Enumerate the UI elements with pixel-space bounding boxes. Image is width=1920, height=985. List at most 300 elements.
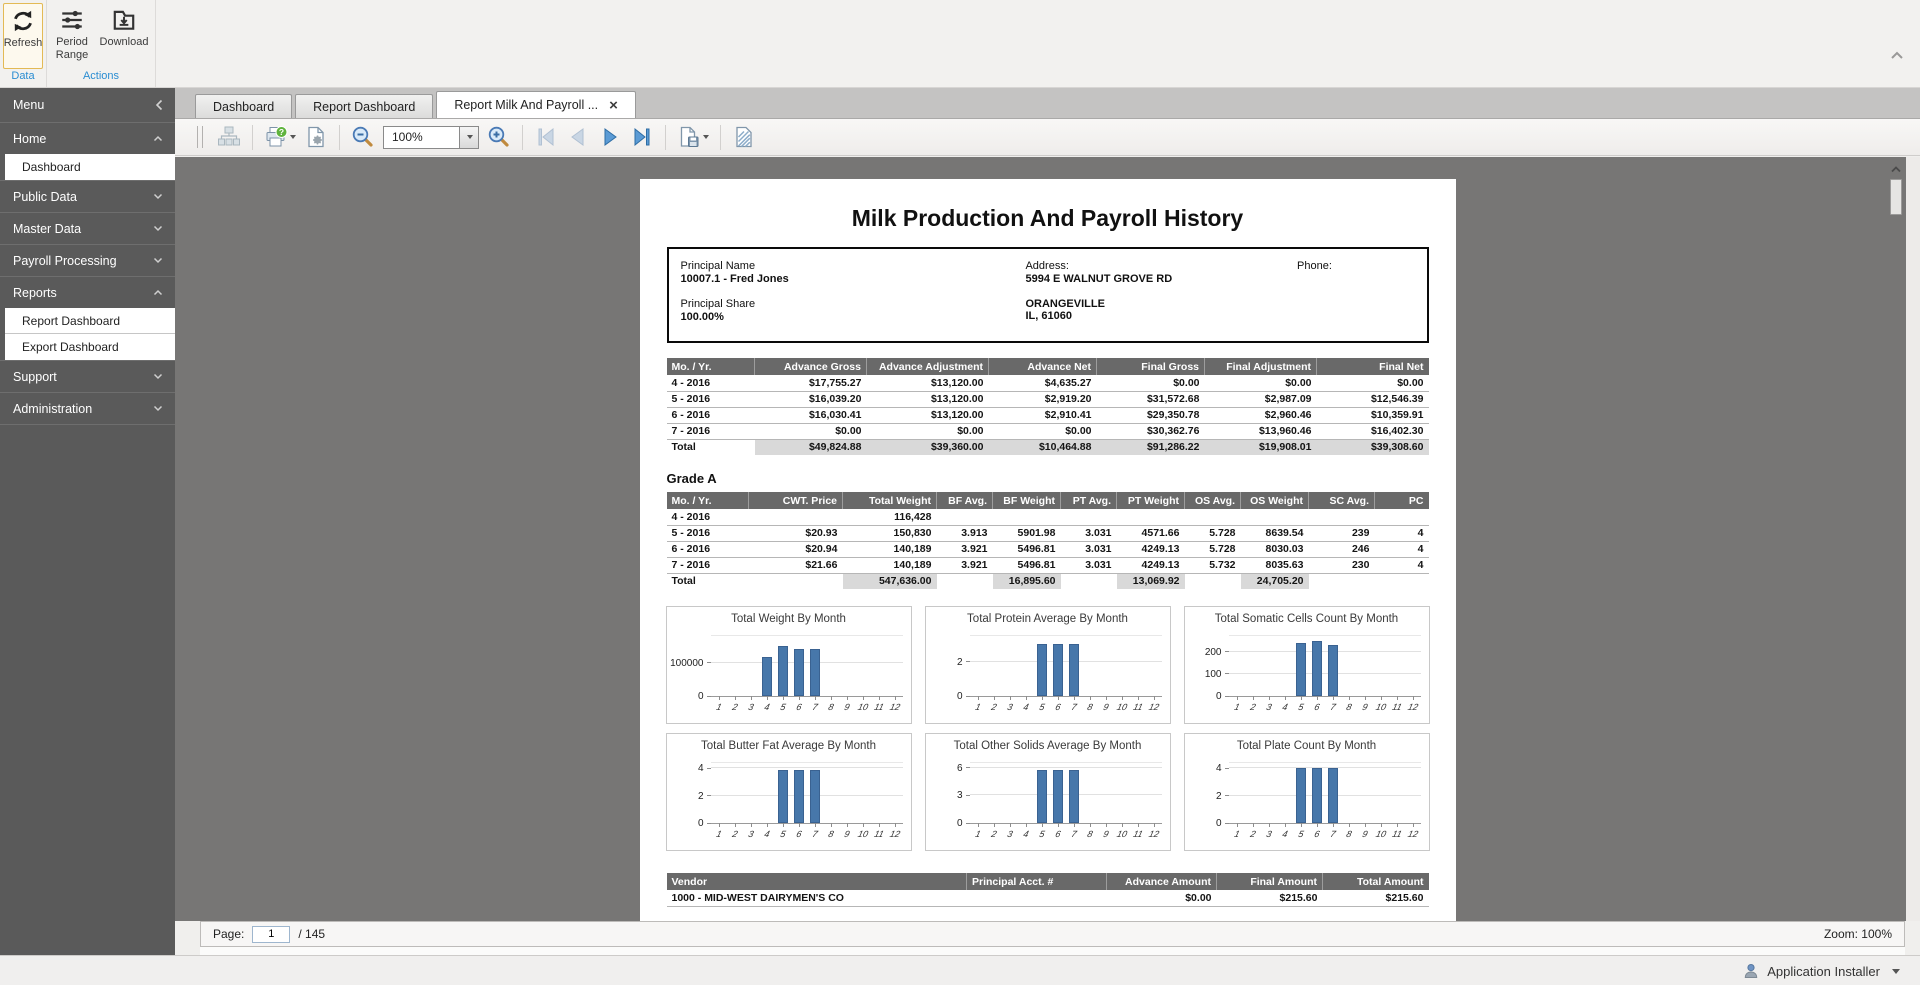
x-tick-label: 7 — [1069, 702, 1078, 712]
y-tick-label: 100 — [1204, 668, 1222, 680]
toolbar-grip-handle[interactable] — [197, 126, 203, 148]
x-tick-label: 6 — [1053, 702, 1062, 712]
watermark-button[interactable] — [730, 123, 758, 151]
y-tick-label: 0 — [956, 818, 963, 829]
bar — [778, 770, 788, 823]
toolbar-separator — [720, 125, 721, 150]
table-cell: 5901.98 — [993, 525, 1061, 541]
x-tick-mark — [1301, 823, 1302, 827]
x-tick-mark — [1253, 696, 1254, 700]
x-tick-mark — [1317, 696, 1318, 700]
x-tick-mark — [1333, 696, 1334, 700]
table-cell: 4 - 2016 — [667, 509, 749, 525]
table-cell: $21.66 — [749, 557, 843, 573]
bar — [794, 770, 804, 823]
export-button[interactable] — [675, 123, 711, 151]
document-map-icon — [217, 125, 241, 149]
page-total: / 145 — [298, 927, 326, 941]
table-cell: 4 - 2016 — [667, 375, 755, 391]
x-tick-mark — [1138, 696, 1139, 700]
sidebar-header[interactable] — [0, 88, 175, 122]
table-cell: 3.031 — [1061, 557, 1117, 573]
bar — [1037, 770, 1047, 823]
x-tick-mark — [751, 696, 752, 700]
x-tick-mark — [978, 696, 979, 700]
gridline — [1229, 767, 1421, 768]
toolbar-separator — [339, 125, 340, 150]
x-tick-label: 6 — [794, 702, 803, 712]
table-cell: 140,189 — [843, 541, 937, 557]
refresh-label: Refresh — [3, 37, 43, 49]
address-line1: 5994 E WALNUT GROVE RD — [1025, 273, 1173, 285]
page-number-input[interactable] — [252, 926, 290, 943]
x-tick-label: 7 — [1328, 702, 1337, 712]
page-setup-button[interactable] — [302, 123, 330, 151]
y-tick-mark — [1225, 823, 1229, 824]
x-tick-mark — [1333, 823, 1334, 827]
table-row — [667, 391, 1429, 407]
sidebar-item-label: Administration — [13, 401, 93, 416]
x-tick-label: 3 — [746, 702, 755, 712]
column-header: Principal Acct. # — [967, 873, 1107, 890]
table-cell — [1061, 509, 1117, 525]
download-button[interactable] — [96, 3, 152, 69]
y-tick-label: 3 — [956, 790, 963, 802]
x-tick-label: 4 — [1021, 702, 1030, 712]
vendor-table — [667, 873, 1429, 907]
y-tick-mark — [1225, 696, 1229, 697]
y-tick-label: 4 — [697, 763, 704, 775]
table-cell — [1375, 509, 1429, 525]
status-bar-lower-strip — [200, 947, 1905, 955]
print-button[interactable] — [262, 123, 298, 151]
watermark-icon — [732, 125, 756, 149]
chart-butter-fat — [666, 733, 912, 851]
bar — [1328, 768, 1338, 823]
column-header: PC — [1375, 492, 1429, 509]
x-tick-label: 4 — [762, 829, 771, 839]
x-tick-mark — [1349, 823, 1350, 827]
table-cell: Total — [667, 573, 749, 589]
x-tick-label: 8 — [1344, 702, 1353, 712]
sidebar-item-master-data[interactable] — [0, 213, 175, 244]
x-tick-label: 3 — [1264, 702, 1273, 712]
page-label: Page: — [213, 927, 245, 941]
sidebar-item-label: Home — [13, 131, 47, 146]
x-tick-label: 6 — [794, 829, 803, 839]
print-dropdown-caret[interactable] — [290, 135, 296, 139]
table-cell: $13,120.00 — [867, 391, 989, 407]
x-tick-label: 4 — [1280, 702, 1289, 712]
x-tick-mark — [719, 823, 720, 827]
x-tick-mark — [847, 696, 848, 700]
svg-text:?: ? — [278, 126, 285, 137]
x-tick-label: 5 — [1037, 829, 1046, 839]
tab-report-dashboard[interactable] — [295, 94, 433, 118]
x-tick-mark — [719, 696, 720, 700]
refresh-button[interactable] — [3, 3, 43, 69]
tab-strip — [175, 88, 1920, 118]
zoom-out-button[interactable] — [349, 123, 377, 151]
table-cell: $2,960.46 — [1205, 407, 1317, 423]
y-tick-mark — [966, 795, 970, 796]
table-cell: $0.00 — [1097, 375, 1205, 391]
x-tick-label: 5 — [1296, 702, 1305, 712]
sidebar-item-label: Dashboard — [22, 160, 81, 174]
previous-page-icon — [566, 125, 590, 149]
table-cell — [993, 509, 1061, 525]
address-state: IL, 61060 — [1025, 310, 1072, 322]
address-label: Address: — [1025, 260, 1069, 272]
x-tick-mark — [799, 696, 800, 700]
column-header: SC Avg. — [1309, 492, 1375, 509]
x-tick-mark — [1237, 696, 1238, 700]
table-cell: $91,286.22 — [1097, 439, 1205, 455]
table-row — [667, 423, 1429, 439]
x-tick-mark — [735, 823, 736, 827]
x-tick-label: 2 — [730, 829, 739, 839]
x-tick-mark — [831, 823, 832, 827]
x-tick-label: 11 — [1131, 829, 1144, 839]
table-row — [667, 407, 1429, 423]
previous-page-button[interactable] — [564, 123, 592, 151]
chart-title: Total Other Solids Average By Month — [953, 740, 1142, 752]
x-tick-label: 4 — [762, 702, 771, 712]
sidebar-item-public-data[interactable] — [0, 181, 175, 212]
chart-somatic-cells — [1184, 606, 1430, 724]
sidebar-item-home[interactable] — [0, 123, 175, 154]
table-cell — [1309, 573, 1375, 589]
x-tick-mark — [1090, 823, 1091, 827]
x-tick-mark — [1058, 823, 1059, 827]
column-header: BF Avg. — [937, 492, 993, 509]
sidebar — [0, 88, 175, 955]
payroll-summary-table — [667, 358, 1429, 455]
table-cell: $16,402.30 — [1317, 423, 1429, 439]
table-cell: $17,755.27 — [755, 375, 867, 391]
x-tick-label: 5 — [1037, 702, 1046, 712]
ribbon-group-actions — [47, 0, 156, 87]
zoom-in-icon — [487, 125, 511, 149]
y-tick-label: 200 — [1204, 646, 1222, 658]
table-total-row — [667, 439, 1429, 455]
table-cell: 4 — [1375, 525, 1429, 541]
x-tick-mark — [767, 823, 768, 827]
sidebar-item-administration[interactable] — [0, 393, 175, 424]
x-tick-label: 1 — [973, 829, 982, 839]
column-header: Advance Amount — [1107, 873, 1217, 890]
y-tick-label: 2 — [956, 656, 963, 668]
x-tick-label: 8 — [826, 829, 835, 839]
tab-label: Dashboard — [213, 99, 275, 114]
y-tick-mark — [966, 696, 970, 697]
table-cell: $16,039.20 — [755, 391, 867, 407]
chevron-up-icon — [153, 135, 163, 142]
table-cell: 1000 - MID-WEST DAIRYMEN'S CO — [667, 890, 967, 906]
sidebar-item-support[interactable] — [0, 361, 175, 392]
x-tick-label: 10 — [856, 702, 869, 712]
table-cell — [937, 509, 993, 525]
x-tick-label: 9 — [1360, 702, 1369, 712]
x-tick-label: 6 — [1053, 829, 1062, 839]
x-tick-mark — [863, 823, 864, 827]
sidebar-item-report-dashboard[interactable] — [5, 308, 175, 334]
x-tick-mark — [1058, 696, 1059, 700]
x-tick-label: 8 — [1085, 829, 1094, 839]
column-header: Final Gross — [1097, 358, 1205, 375]
x-tick-mark — [1365, 823, 1366, 827]
x-tick-mark — [1010, 823, 1011, 827]
x-tick-label: 6 — [1312, 702, 1321, 712]
zoom-out-icon — [351, 125, 375, 149]
column-header: Final Amount — [1217, 873, 1323, 890]
zoom-level-value[interactable]: 100% — [392, 130, 423, 144]
chevron-left-icon — [155, 99, 163, 111]
y-tick-label: 2 — [1215, 790, 1222, 802]
table-cell: 7 - 2016 — [667, 557, 749, 573]
table-cell: 5.728 — [1185, 541, 1241, 557]
table-cell: 3.031 — [1061, 541, 1117, 557]
gridline — [711, 767, 903, 768]
x-tick-mark — [847, 823, 848, 827]
table-cell: $16,030.41 — [755, 407, 867, 423]
y-tick-label: 0 — [697, 691, 704, 702]
x-tick-mark — [1317, 823, 1318, 827]
x-tick-mark — [1413, 823, 1414, 827]
chart-plot — [1204, 635, 1421, 712]
x-tick-mark — [1381, 823, 1382, 827]
table-row — [667, 890, 1429, 906]
table-row — [667, 375, 1429, 391]
ribbon-collapse-icon[interactable] — [1890, 50, 1904, 60]
chart-plot — [1215, 762, 1421, 839]
column-header: OS Avg. — [1185, 492, 1241, 509]
column-header: Advance Adjustment — [867, 358, 989, 375]
table-total-row — [667, 573, 1429, 589]
x-tick-mark — [1106, 823, 1107, 827]
bar — [1053, 770, 1063, 823]
y-tick-mark — [966, 767, 970, 768]
chart-plot — [697, 762, 903, 839]
table-cell: $215.60 — [1323, 890, 1429, 906]
chevron-up-icon — [1891, 166, 1901, 173]
chevron-down-icon — [153, 405, 163, 412]
x-tick-mark — [1074, 823, 1075, 827]
gridline — [711, 795, 903, 796]
table-cell — [1061, 573, 1117, 589]
sidebar-item-export-dashboard[interactable] — [5, 334, 175, 360]
column-header: Total Weight — [843, 492, 937, 509]
x-tick-mark — [1397, 696, 1398, 700]
table-header-row — [667, 873, 1429, 890]
chart-title: Total Weight By Month — [731, 613, 846, 625]
export-save-icon — [677, 125, 701, 149]
table-cell: 246 — [1309, 541, 1375, 557]
y-tick-mark — [707, 795, 711, 796]
table-cell: $2,910.41 — [989, 407, 1097, 423]
table-row — [667, 525, 1429, 541]
period-range-button[interactable] — [50, 3, 94, 69]
zoom-level-combobox[interactable] — [383, 126, 479, 149]
x-tick-label: 3 — [1005, 702, 1014, 712]
document-map-button[interactable] — [215, 123, 243, 151]
scrollbar-thumb[interactable] — [1890, 179, 1902, 215]
x-tick-label: 5 — [778, 829, 787, 839]
tab-close-icon[interactable]: × — [609, 96, 618, 114]
chart-title: Total Somatic Cells Count By Month — [1214, 613, 1399, 625]
x-tick-mark — [1042, 696, 1043, 700]
table-cell: $0.00 — [1107, 890, 1217, 906]
column-header: BF Weight — [993, 492, 1061, 509]
x-tick-label: 1 — [1232, 702, 1241, 712]
x-tick-mark — [879, 823, 880, 827]
tab-dashboard[interactable] — [195, 94, 292, 118]
chart-plot — [956, 635, 1162, 712]
column-header: PT Avg. — [1061, 492, 1117, 509]
table-cell: 5 - 2016 — [667, 391, 755, 407]
download-label: Download — [99, 36, 149, 48]
chevron-up-icon — [153, 289, 163, 296]
x-tick-label: 1 — [714, 829, 723, 839]
x-tick-label: 3 — [1264, 829, 1273, 839]
next-page-icon — [598, 125, 622, 149]
table-cell: $4,635.27 — [989, 375, 1097, 391]
bar — [762, 657, 772, 696]
x-tick-label: 10 — [1374, 829, 1387, 839]
table-cell: 6 - 2016 — [667, 541, 749, 557]
x-tick-mark — [1138, 823, 1139, 827]
bar — [794, 649, 804, 696]
table-cell: 5496.81 — [993, 541, 1061, 557]
phone-label: Phone: — [1297, 260, 1332, 272]
sidebar-item-label: Payroll Processing — [13, 253, 117, 268]
tab-report-milk-and-payroll[interactable] — [436, 91, 636, 118]
sidebar-item-dashboard[interactable] — [5, 154, 175, 180]
table-cell: 239 — [1309, 525, 1375, 541]
sidebar-item-payroll-processing[interactable] — [0, 245, 175, 276]
bar — [1053, 644, 1063, 696]
y-tick-label: 100000 — [670, 657, 704, 669]
sidebar-item-label: Master Data — [13, 221, 82, 236]
x-tick-label: 1 — [1232, 829, 1241, 839]
last-page-icon — [630, 125, 654, 149]
first-page-button[interactable] — [532, 123, 560, 151]
x-tick-label: 4 — [1280, 829, 1289, 839]
x-tick-label: 12 — [1406, 829, 1419, 839]
zoom-dropdown-button[interactable] — [459, 127, 478, 148]
x-tick-label: 10 — [1115, 829, 1128, 839]
taskbar-user-label[interactable]: Application Installer — [1767, 963, 1880, 979]
person-icon — [1743, 963, 1759, 979]
table-cell: 3.913 — [937, 525, 993, 541]
print-icon — [264, 125, 288, 149]
chart-title: Total Protein Average By Month — [967, 613, 1128, 625]
last-page-button[interactable] — [628, 123, 656, 151]
report-title: Milk Production And Payroll History — [851, 205, 1244, 231]
report-page — [640, 179, 1456, 921]
chart-title: Total Plate Count By Month — [1236, 740, 1377, 752]
x-tick-mark — [1301, 696, 1302, 700]
next-page-button[interactable] — [596, 123, 624, 151]
export-dropdown-caret[interactable] — [703, 135, 709, 139]
zoom-in-button[interactable] — [485, 123, 513, 151]
report-viewer-toolbar — [175, 118, 1920, 156]
table-cell: 4 — [1375, 541, 1429, 557]
x-tick-mark — [751, 823, 752, 827]
y-tick-mark — [1225, 651, 1229, 652]
tab-label: Report Milk And Payroll ... — [454, 98, 599, 112]
x-tick-label: 9 — [1101, 702, 1110, 712]
viewer-right-edge — [1906, 157, 1920, 921]
sidebar-item-reports[interactable] — [0, 277, 175, 308]
gridline — [711, 662, 903, 663]
x-tick-label: 3 — [1005, 829, 1014, 839]
x-tick-label: 2 — [1248, 702, 1257, 712]
chart-plot — [956, 762, 1162, 839]
ribbon-group-label-actions: Actions — [82, 70, 120, 82]
y-tick-mark — [707, 662, 711, 663]
column-header: Mo. / Yr. — [667, 358, 755, 375]
x-tick-label: 12 — [1147, 829, 1160, 839]
table-cell: $10,464.88 — [989, 439, 1097, 455]
x-tick-mark — [1285, 823, 1286, 827]
x-tick-label: 5 — [778, 702, 787, 712]
tab-label: Report Dashboard — [313, 99, 416, 114]
x-tick-label: 9 — [842, 829, 851, 839]
x-tick-mark — [1010, 696, 1011, 700]
table-cell — [967, 890, 1107, 906]
taskbar-dropdown-caret[interactable] — [1892, 969, 1900, 974]
principal-name-value: 10007.1 - Fred Jones — [680, 273, 789, 285]
x-tick-label: 2 — [1248, 829, 1257, 839]
x-tick-label: 12 — [1147, 702, 1160, 712]
column-header: Vendor — [667, 873, 967, 890]
x-tick-mark — [1269, 823, 1270, 827]
gridline — [970, 794, 1162, 795]
x-tick-label: 1 — [973, 702, 982, 712]
chevron-down-icon — [153, 193, 163, 200]
table-cell: $20.93 — [749, 525, 843, 541]
x-tick-mark — [1154, 696, 1155, 700]
column-header: Total Amount — [1323, 873, 1429, 890]
table-cell — [1117, 509, 1185, 525]
x-tick-mark — [994, 696, 995, 700]
table-cell: 150,830 — [843, 525, 937, 541]
x-tick-mark — [1365, 696, 1366, 700]
table-cell: 116,428 — [843, 509, 937, 525]
x-tick-mark — [831, 696, 832, 700]
y-tick-mark — [707, 696, 711, 697]
x-tick-mark — [1154, 823, 1155, 827]
table-cell: $10,359.91 — [1317, 407, 1429, 423]
chevron-down-icon — [153, 373, 163, 380]
table-row — [667, 541, 1429, 557]
x-tick-mark — [1026, 823, 1027, 827]
y-tick-label: 0 — [956, 691, 963, 702]
column-header: Final Adjustment — [1205, 358, 1317, 375]
ribbon-group-data — [0, 0, 47, 87]
refresh-icon — [10, 8, 36, 34]
table-cell — [749, 573, 843, 589]
scroll-up-button[interactable] — [1889, 163, 1903, 175]
y-tick-label: 0 — [1215, 691, 1222, 702]
x-tick-mark — [1253, 823, 1254, 827]
x-tick-mark — [994, 823, 995, 827]
principal-info-box — [667, 247, 1429, 343]
x-tick-label: 9 — [1360, 829, 1369, 839]
vertical-scrollbar[interactable] — [1889, 163, 1903, 915]
sidebar-item-label: Report Dashboard — [22, 314, 121, 328]
